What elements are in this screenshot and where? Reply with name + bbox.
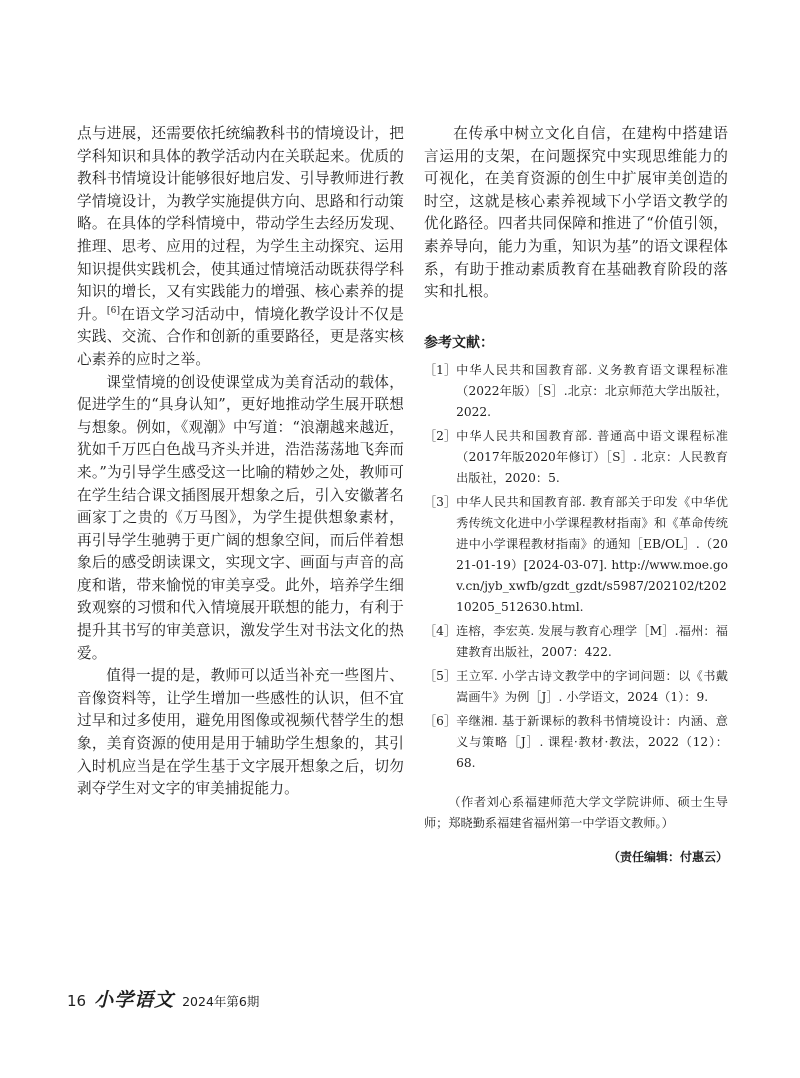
reference-text: 王立军. 小学古诗文教学中的字词问题：以《书戴嵩画牛》为例［J］. 小学语文，2024（1）：9. xyxy=(456,668,728,704)
reference-item xyxy=(424,492,728,618)
right-column xyxy=(424,123,728,865)
reference-number: ［5］ xyxy=(424,668,457,683)
left-paragraph-1 xyxy=(77,123,404,372)
page-footer xyxy=(67,985,259,1012)
reference-number: ［2］ xyxy=(424,428,457,443)
reference-text: 中华人民共和国教育部. 义务教育语文课程标准（2022年版）［S］.北京：北京师范大学出版社，2022. xyxy=(456,362,728,419)
left-column xyxy=(77,123,404,801)
journal-logo: 小学语文 xyxy=(94,989,175,1011)
reference-item xyxy=(424,360,728,423)
reference-number: ［6］ xyxy=(424,713,457,728)
references-list xyxy=(424,360,728,774)
page-number: 16 xyxy=(67,992,87,1010)
reference-item xyxy=(424,711,728,774)
reference-number: ［3］ xyxy=(424,494,457,509)
left-paragraph-1-text-a: 点与进展，还需要依托统编教科书的情境设计，把学科知识和具体的教学活动内在关联起来。优质的教科书情境设计能够很好地启发、引导教师进行教学情境设计，为教学实施提供方向、思路和行动策略。在具体的学科情境中，带动学生去经历发现、推理、思考、应用的过程，为学生主动探究、运用知识提供实践机会，使其通过情境活动既获得学科知识的增长，又有实践能力的增强、核心素养的提升。 xyxy=(77,125,404,323)
citation-superscript: [6] xyxy=(106,305,121,316)
left-paragraph-2: 课堂情境的创设使课堂成为美育活动的载体，促进学生的“具身认知”，更好地推动学生展开联想与想象。例如，《观潮》中写道：“浪潮越来越近，犹如千万匹白色战马齐头并进，浩浩荡荡地飞奔而来。”为引导学生感受这一比喻的精妙之处，教师可在学生结合课文插图展开想象之后，引入安徽著名画家丁之贵的《万马图》，为学生提供想象素材，再引导学生驰骋于更广阔的想象空间，而后伴着想象后的感受朗读课文，实现文字、画面与声音的高度和谐，带来愉悦的审美享受。此外，培养学生细致观察的习惯和代入情境展开联想的能力，有利于提升其书写的审美意识，激发学生对书法文化的热爱。 xyxy=(77,373,404,662)
left-paragraph-1-text-b: 在语文学习活动中，情境化教学设计不仅是实践、交流、合作和创新的重要路径，更是落实核心素养的应时之举。 xyxy=(77,305,404,368)
reference-text: 中华人民共和国教育部. 教育部关于印发《中华优秀传统文化进中小学课程教材指南》和《革命传统进中小学课程教材指南》的通知［EB/OL］.（2021-01-19）[2024-03-07]. http://www.moe.gov.cn/jyb_xwfb/gzdt_gzdt/s5987/202102/t20210205_512630.html. xyxy=(456,494,728,614)
reference-item xyxy=(424,621,728,663)
reference-number: ［1］ xyxy=(424,362,457,377)
reference-text: 中华人民共和国教育部. 普通高中语文课程标准（2017年版2020年修订）［S］. 北京：人民教育出版社，2020：5. xyxy=(456,428,728,485)
reference-text: 辛继湘. 基于新课标的教科书情境设计：内涵、意义与策略［J］. 课程·教材·教法，2022（12）：68. xyxy=(456,713,728,770)
left-paragraph-3: 值得一提的是，教师可以适当补充一些图片、音像资料等，让学生增加一些感性的认识，但不宜过早和过多使用，避免用图像或视频代替学生的想象，美育资源的使用是用于辅助学生想象的，其引入时机应当是在学生基于文字展开想象之后，切勿剥夺学生对文字的审美捕捉能力。 xyxy=(77,667,404,798)
reference-text: 连榕，李宏英. 发展与教育心理学［M］.福州：福建教育出版社，2007：422. xyxy=(456,623,728,659)
right-paragraph-1: 在传承中树立文化自信，在建构中搭建语言运用的支架，在问题探究中实现思维能力的可视化，在美育资源的创生中扩展审美创造的时空，这就是核心素养视域下小学语文教学的优化路径。四者共同保障和推进了“价值引领，素养导向，能力为重，知识为基”的语文课程体系，有助于推动素质教育在基础教育阶段的落实和扎根。 xyxy=(424,125,728,301)
author-note: （作者刘心系福建师范大学文学院讲师、硕士生导师；郑晓勤系福建省福州第一中学语文教师。） xyxy=(424,794,728,830)
references-heading: 参考文献： xyxy=(424,334,494,351)
reference-item xyxy=(424,426,728,489)
issue-label: 2024年第6期 xyxy=(182,994,260,1009)
reference-item xyxy=(424,666,728,708)
reference-number: ［4］ xyxy=(424,623,457,638)
responsible-editor: （责任编辑：付惠云） xyxy=(607,849,728,864)
